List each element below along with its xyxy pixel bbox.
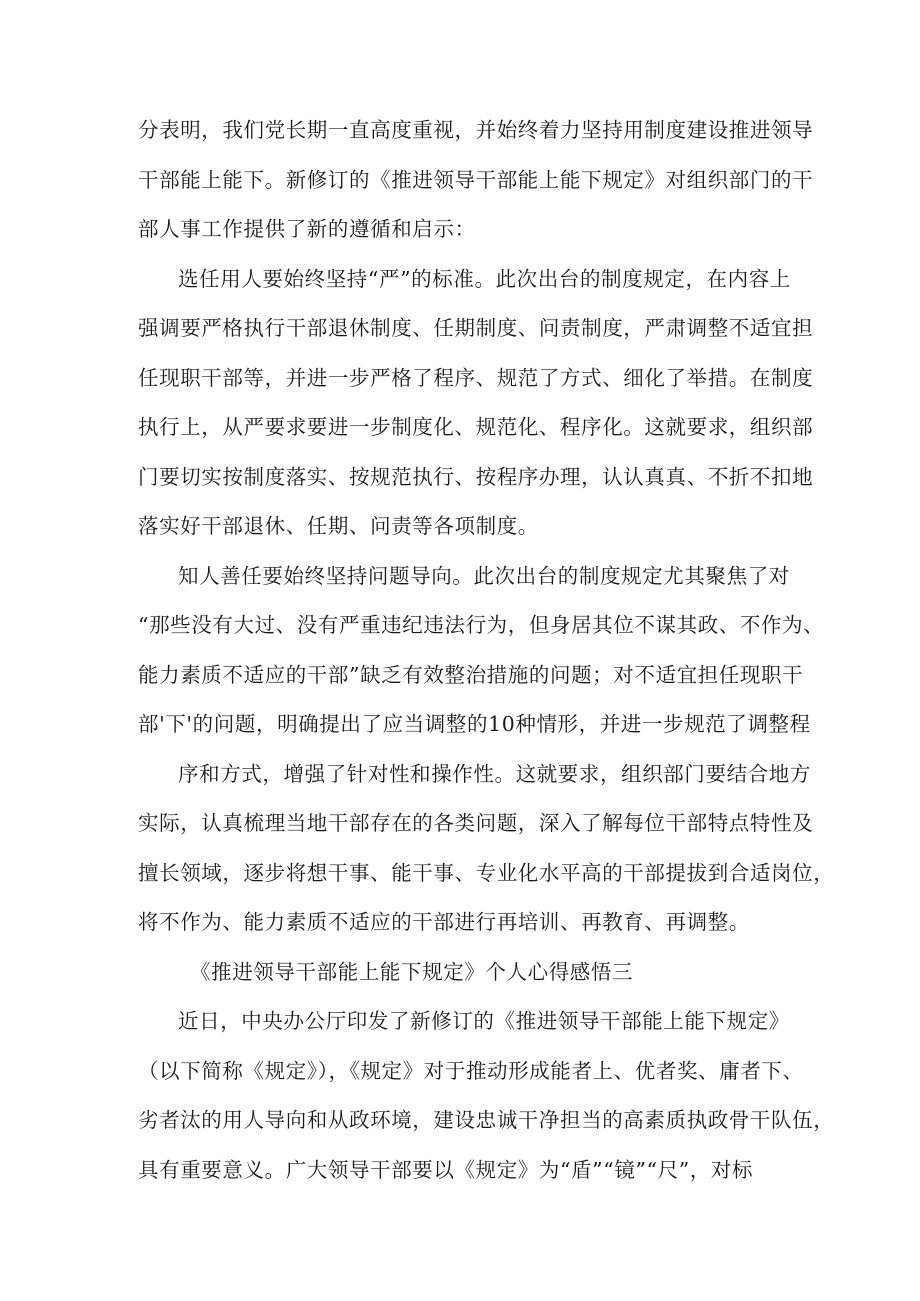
paragraph-line: 执行上，从严要求要进一步制度化、规范化、程序化。这就要求，组织部 (138, 415, 814, 439)
paragraph-line: 落实好干部退休、任期、问责等各项制度。 (138, 514, 539, 538)
paragraph-line: 强调要严格执行干部退休制度、任期制度、问责制度，严肃调整不适宜担 (138, 316, 814, 340)
paragraph-line: 选任用人要始终坚持“严”的标准。此次出台的制度规定，在内容上 (178, 267, 791, 291)
paragraph-line: “那些没有大过、没有严重违纪违法行为，但身居其位不谋其政、不作为、 (138, 613, 825, 637)
paragraph-line: 序和方式，增强了针对性和操作性。这就要求，组织部门要结合地方 (178, 762, 811, 786)
paragraph-line: 门要切实按制度落实、按规范执行、按程序办理，认认真真、不折不扣地 (138, 465, 814, 489)
paragraph-line: 干部能上能下。新修订的《推进领导干部能上能下规定》对组织部门的干 (138, 168, 814, 192)
paragraph-line: 知人善任要始终坚持问题导向。此次出台的制度规定尤其聚焦了对 (178, 564, 790, 588)
paragraph-line: 分表明，我们党长期一直高度重视，并始终着力坚持用制度建设推进领导 (138, 118, 814, 142)
paragraph-line: 擅长领域，逐步将想干事、能干事、专业化水平高的干部提拔到合适岗位， (138, 861, 835, 885)
paragraph-line: 近日，中央办公厅印发了新修订的《推进领导干部能上能下规定》 (178, 1009, 790, 1033)
paragraph-line: 任现职干部等，并进一步严格了程序、规范了方式、细化了举措。在制度 (138, 366, 814, 390)
paragraph-line: 将不作为、能力素质不适应的干部进行再培训、再教育、再调整。 (138, 910, 750, 934)
paragraph-line: 具有重要意义。广大领导干部要以《规定》为“盾”“镜”“尺”，对标 (138, 1158, 754, 1182)
paragraph-line: 实际，认真梳理当地干部存在的各类问题，深入了解每位干部特点特性及 (138, 811, 814, 835)
paragraph-line: 能力素质不适应的干部”缺乏有效整治措施的问题；对不适宜担任现职干 (138, 663, 804, 687)
paragraph-line: 部'下'的问题，明确提出了应当调整的10种情形，并进一步规范了调整程 (138, 712, 811, 736)
paragraph-line: 部人事工作提供了新的遵循和启示： (138, 217, 476, 241)
paragraph-line: （以下简称《规定》），《规定》对于推动形成能者上、优者奖、庸者下、 (138, 1059, 804, 1083)
section-heading: 《推进领导干部能上能下规定》个人心得感悟三 (190, 960, 634, 984)
paragraph-line: 劣者汰的用人导向和从政环境，建设忠诚干净担当的高素质执政骨干队伍， (138, 1108, 835, 1132)
